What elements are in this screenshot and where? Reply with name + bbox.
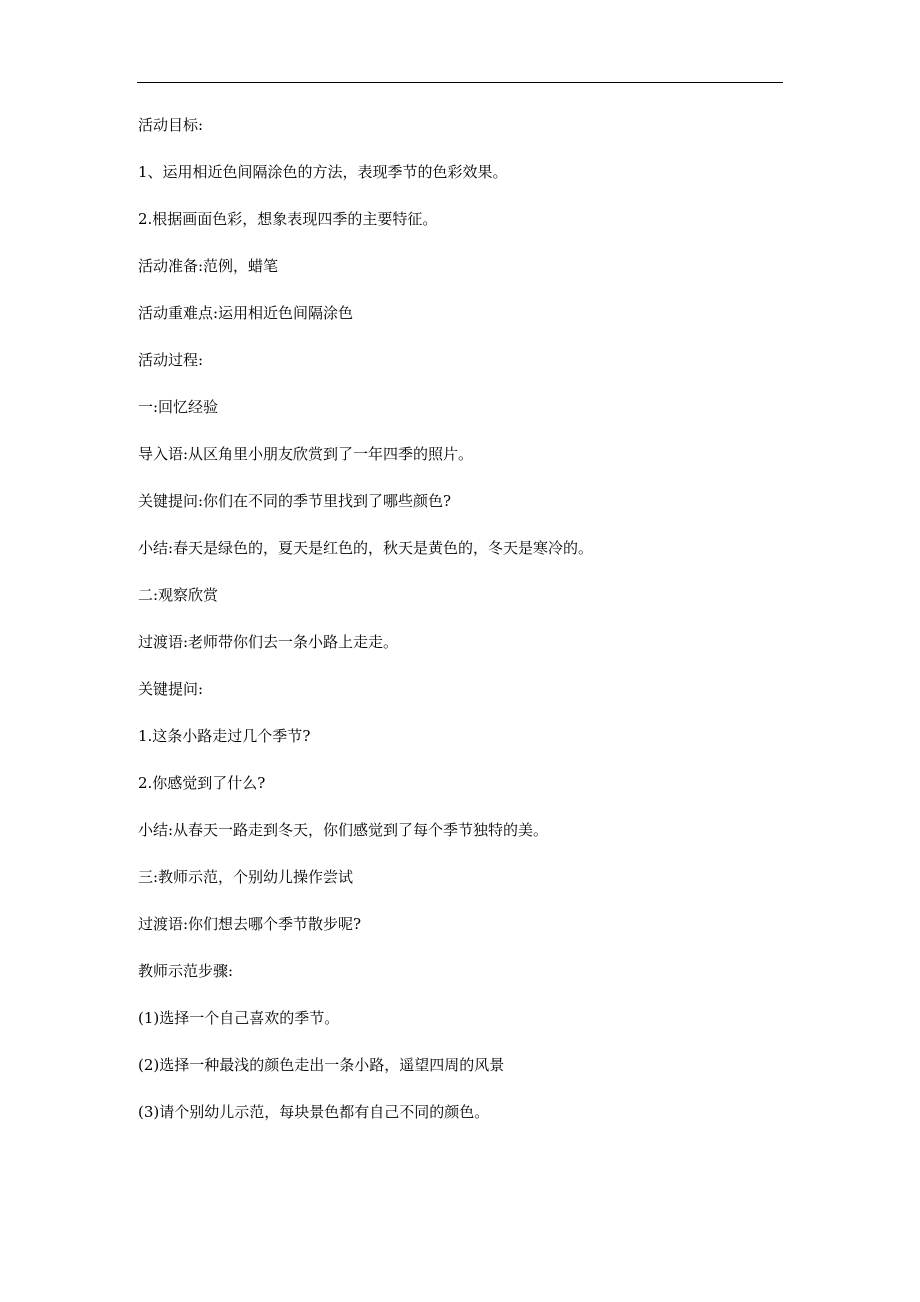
doc-line-transition-1: 过渡语:老师带你们去一条小路上走走。 <box>138 633 399 651</box>
doc-line-question-2: 关键提问: <box>138 680 204 698</box>
doc-heading-process: 活动过程: <box>138 351 204 369</box>
header-rule <box>137 82 783 83</box>
doc-line-key-point: 活动重难点:运用相近色间隔涂色 <box>138 304 354 322</box>
doc-line-transition-2: 过渡语:你们想去哪个季节散步呢? <box>138 915 362 933</box>
doc-line-step-3: (3)请个别幼儿示范，每块景色都有自己不同的颜色。 <box>138 1103 490 1121</box>
doc-line-question-2-item-1: 1.这条小路走过几个季节? <box>138 727 311 745</box>
doc-section-2: 二:观察欣赏 <box>138 586 219 604</box>
doc-line-preparation: 活动准备:范例，蜡笔 <box>138 257 279 275</box>
doc-line-goal-1: 1、运用相近色间隔涂色的方法，表现季节的色彩效果。 <box>138 163 508 181</box>
doc-line-question-1: 关键提问:你们在不同的季节里找到了哪些颜色? <box>138 492 452 510</box>
doc-line-intro: 导入语:从区角里小朋友欣赏到了一年四季的照片。 <box>138 445 474 463</box>
doc-line-question-2-item-2: 2.你感觉到了什么? <box>138 774 266 792</box>
doc-section-1: 一:回忆经验 <box>138 398 219 416</box>
doc-line-summary-2: 小结:从春天一路走到冬天，你们感觉到了每个季节独特的美。 <box>138 821 549 839</box>
doc-line-summary-1: 小结:春天是绿色的，夏天是红色的，秋天是黄色的，冬天是寒冷的。 <box>138 539 594 557</box>
doc-line-step-1: (1)选择一个自己喜欢的季节。 <box>138 1009 340 1027</box>
doc-line-goal-2: 2.根据画面色彩，想象表现四季的主要特征。 <box>138 210 438 228</box>
doc-line-steps-heading: 教师示范步骤: <box>138 962 234 980</box>
doc-line-step-2: (2)选择一种最浅的颜色走出一条小路，遥望四周的风景 <box>138 1056 505 1074</box>
doc-heading-goals: 活动目标: <box>138 116 204 134</box>
doc-section-3: 三:教师示范，个别幼儿操作尝试 <box>138 868 354 886</box>
document-body <box>138 112 798 1146</box>
